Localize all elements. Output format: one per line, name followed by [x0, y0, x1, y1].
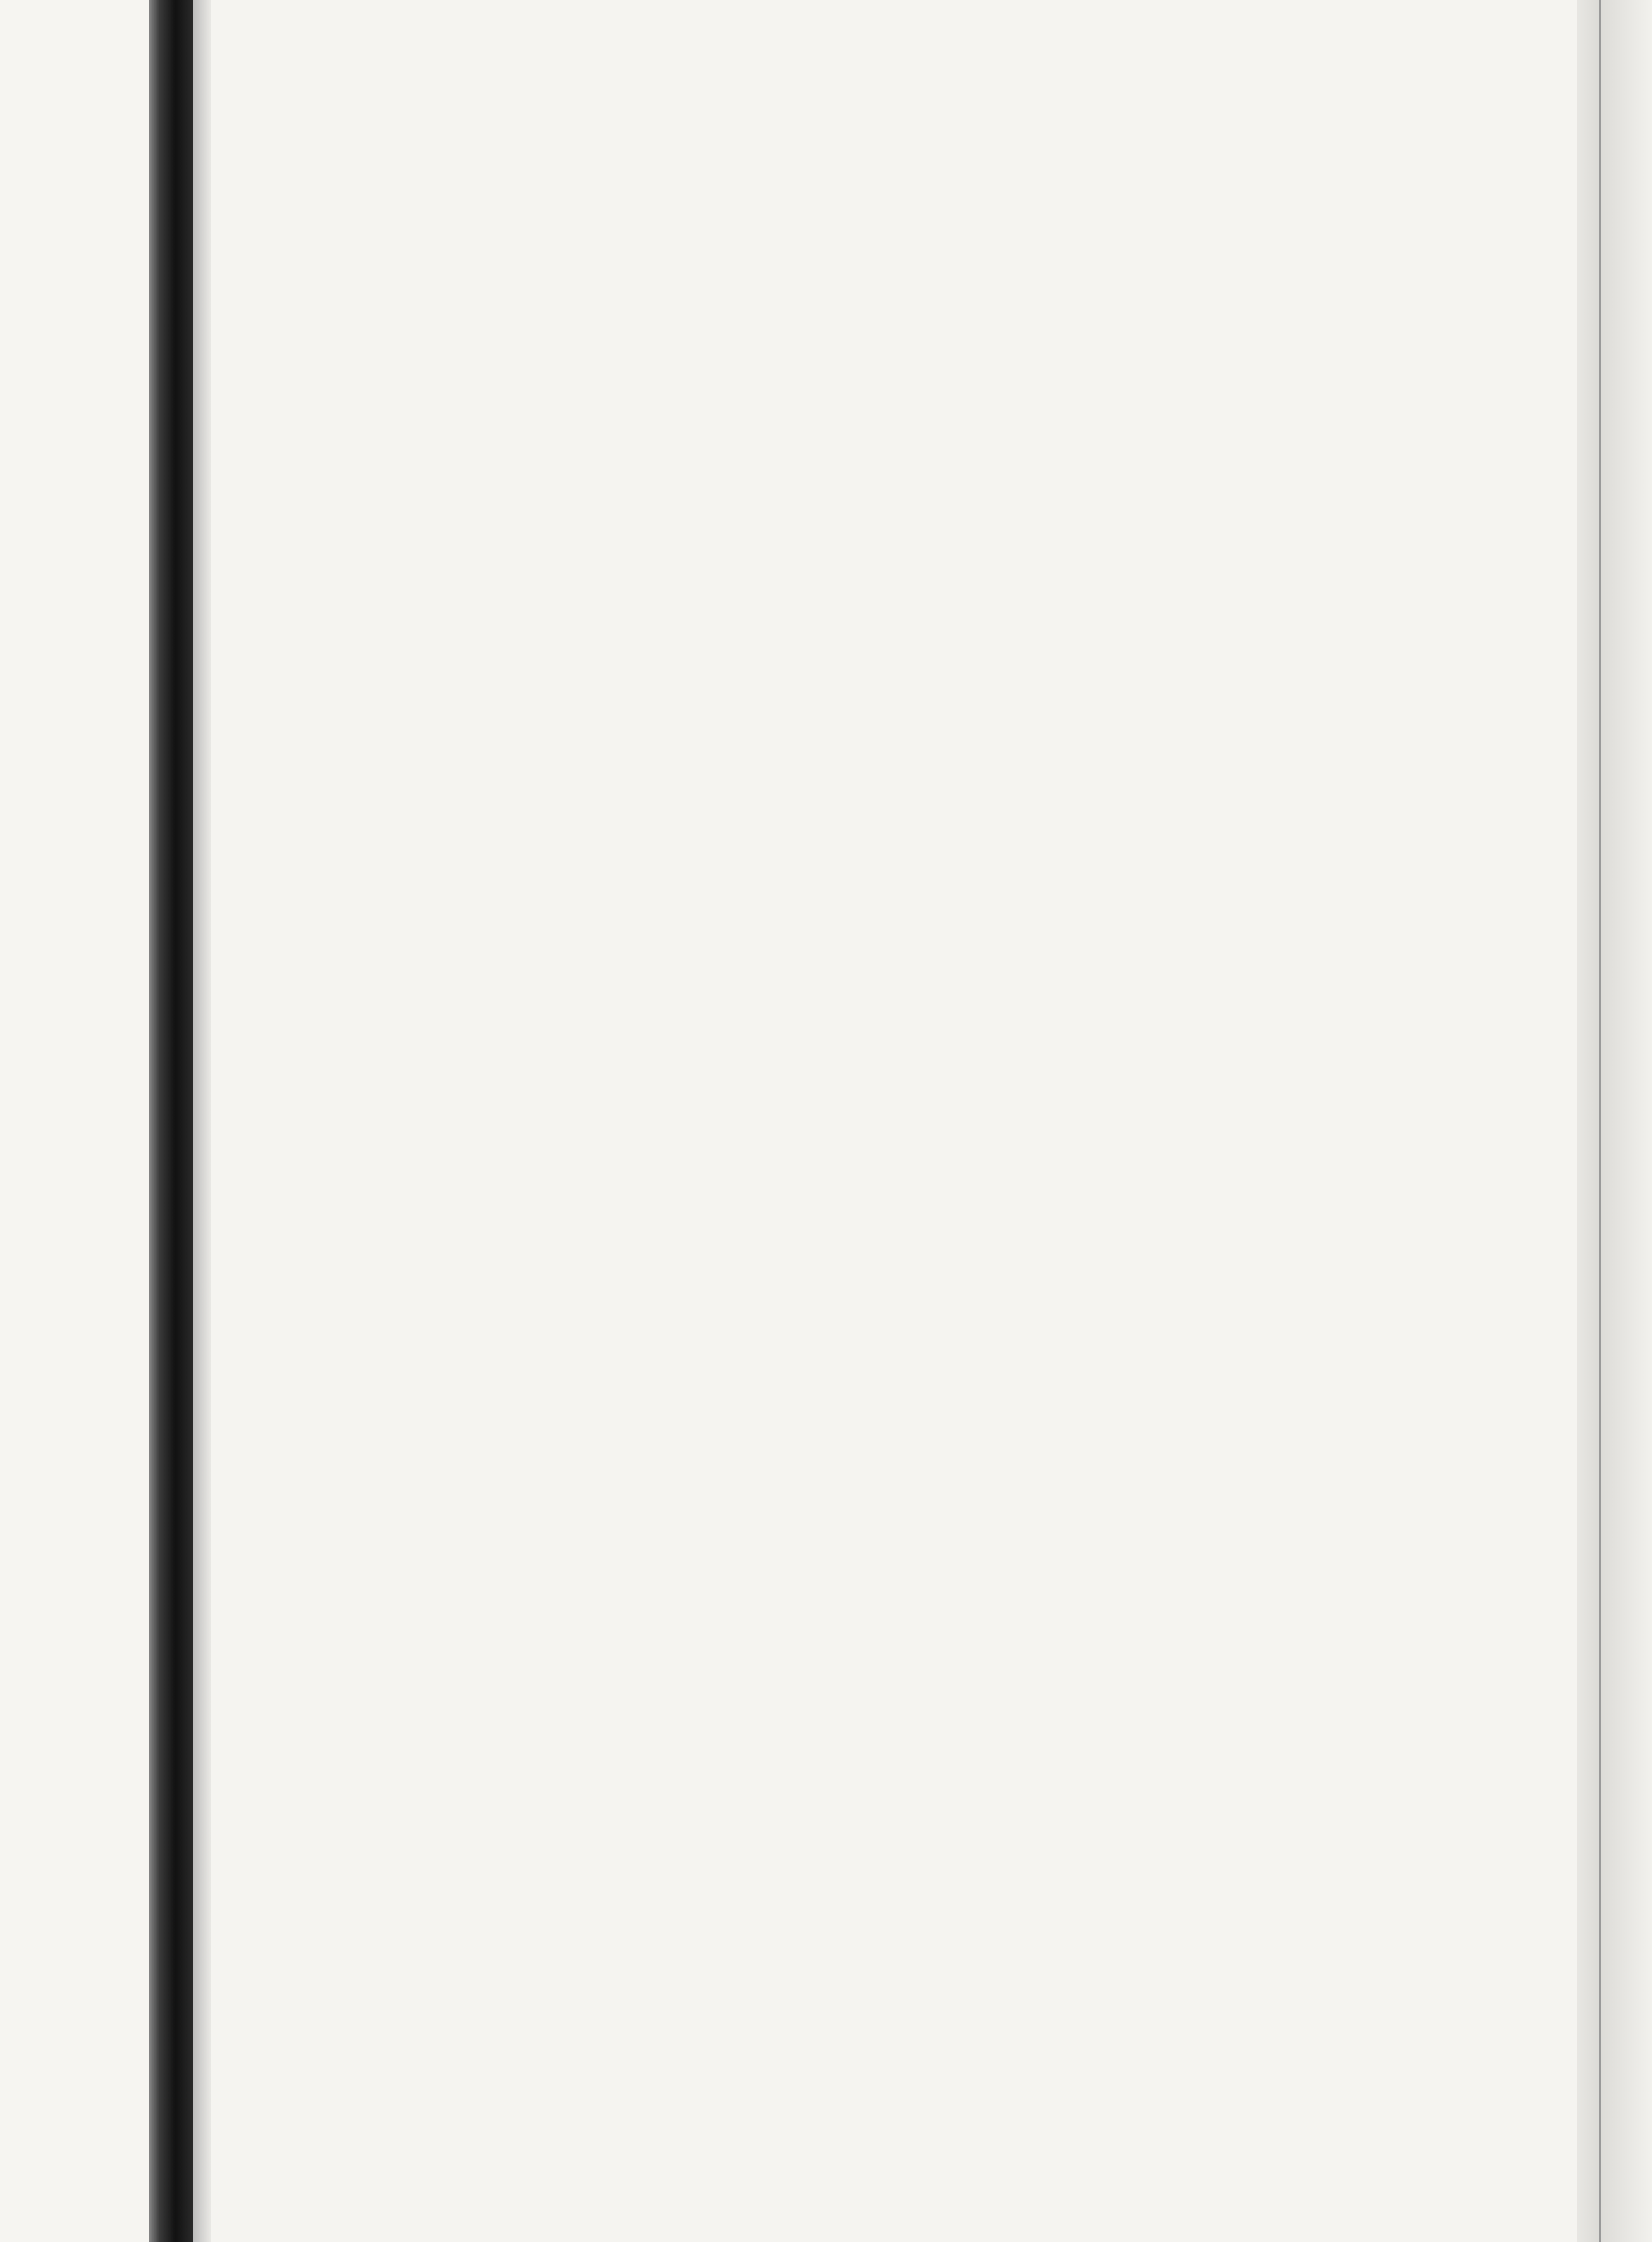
- main-page: [211, 0, 1577, 2242]
- facing-page-left: [0, 0, 149, 2242]
- page-edge-line: [1599, 0, 1601, 2242]
- page-right-edge: [1577, 0, 1652, 2242]
- book-binding-gutter: [149, 0, 193, 2242]
- gutter-shadow: [193, 0, 211, 2242]
